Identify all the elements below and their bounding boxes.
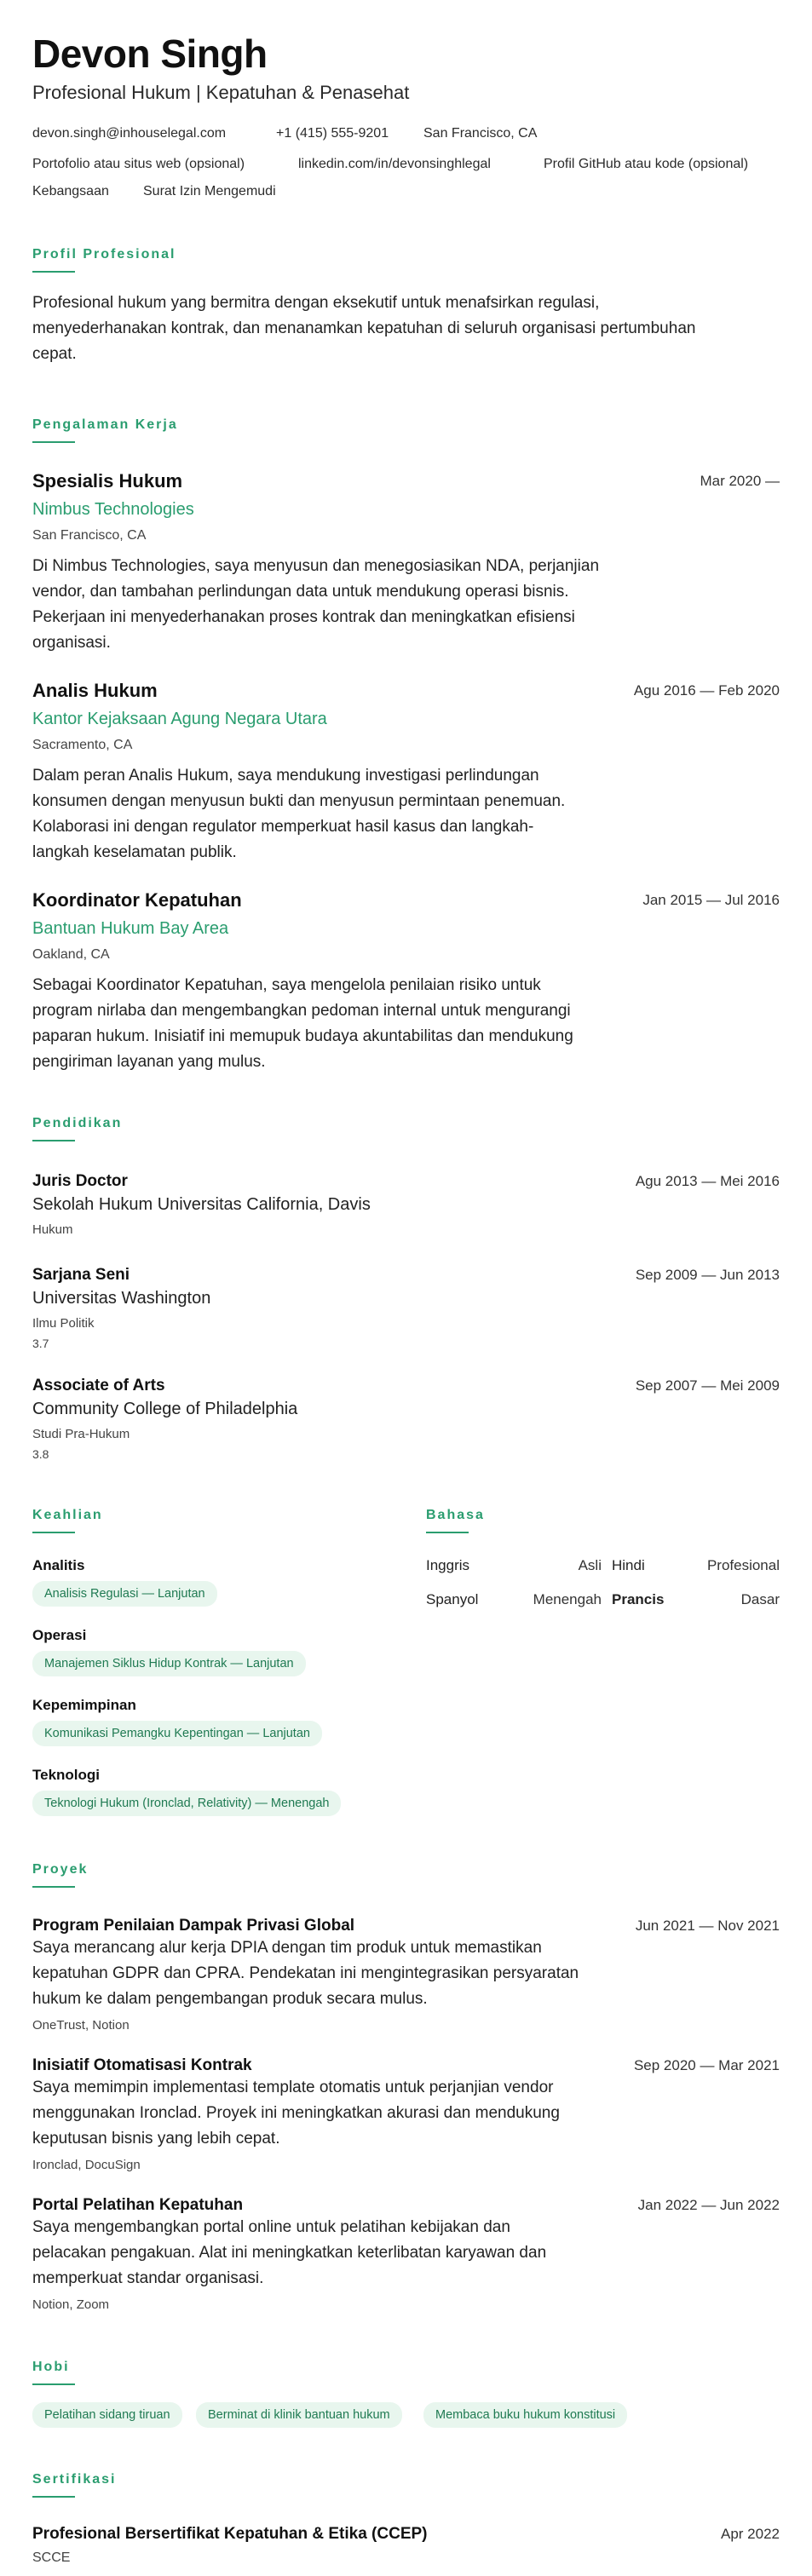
job-date: Agu 2016 — Feb 2020: [633, 682, 780, 699]
education-degree: Juris Doctor: [32, 1172, 128, 1190]
candidate-name: Devon Singh: [32, 32, 268, 76]
contact-linkedin[interactable]: linkedin.com/in/devonsinghlegal: [298, 157, 491, 171]
education-degree: Sarjana Seni: [32, 1266, 130, 1284]
project-description-line: hukum ke dalam pengembangan produk secara mulus.: [32, 1990, 428, 2008]
job-description-line: langkah keselamatan publik.: [32, 843, 237, 861]
job-location: Oakland, CA: [32, 947, 110, 962]
project-description-line: keputusan bisnis yang lebih cepat.: [32, 2130, 280, 2148]
education-date: Agu 2013 — Mei 2016: [635, 1173, 780, 1189]
section-divider: [32, 1140, 75, 1141]
language-name: Prancis: [612, 1591, 665, 1607]
section-title-profile: Profil Profesional: [32, 247, 176, 262]
project-date: Jan 2022 — Jun 2022: [637, 2197, 780, 2213]
job-description-line: Dalam peran Analis Hukum, saya mendukung investigasi perlindungan: [32, 767, 539, 785]
contact-portfolio[interactable]: Portofolio atau situs web (opsional): [32, 157, 245, 171]
job-company: Bantuan Hukum Bay Area: [32, 919, 229, 938]
job-description-line: vendor, dan tambahan perlindungan data untuk mendukung operasi bisnis.: [32, 583, 569, 601]
job-description-line: Di Nimbus Technologies, saya menyusun dan menegosiasikan NDA, perjanjian: [32, 557, 600, 575]
job-description-line: pengiriman layanan yang mulus.: [32, 1053, 266, 1071]
contact-phone[interactable]: +1 (415) 555-9201: [276, 126, 389, 141]
education-field: Hukum: [32, 1222, 73, 1237]
project-description-line: Saya memimpin implementasi template otomatis untuk perjanjian vendor: [32, 2079, 554, 2096]
skill-pill: Teknologi Hukum (Ironclad, Relativity) — Menengah: [32, 1791, 341, 1816]
certification-name: Profesional Bersertifikat Kepatuhan & Etika (CCEP): [32, 2525, 428, 2543]
section-divider: [32, 271, 75, 273]
certification-issuer: SCCE: [32, 2550, 71, 2565]
project-name: Portal Pelatihan Kepatuhan: [32, 2196, 244, 2214]
job-role: Spesialis Hukum: [32, 470, 183, 492]
section-title-languages: Bahasa: [426, 1508, 485, 1522]
language-name: Inggris: [426, 1557, 470, 1573]
education-school: Community College of Philadelphia: [32, 1400, 298, 1418]
hobby-pill: Membaca buku hukum konstitusi: [423, 2402, 627, 2428]
project-tools: Ironclad, DocuSign: [32, 2158, 141, 2172]
job-role: Koordinator Kepatuhan: [32, 889, 242, 911]
language-level: Dasar: [740, 1591, 780, 1607]
project-description-line: Saya mengembangkan portal online untuk pelatihan kebijakan dan: [32, 2218, 510, 2236]
skill-group-name: Kepemimpinan: [32, 1697, 136, 1713]
section-title-experience: Pengalaman Kerja: [32, 417, 178, 432]
project-name: Inisiatif Otomatisasi Kontrak: [32, 2056, 252, 2074]
job-description-line: paparan hukum. Inisiatif ini memupuk budaya akuntabilitas dan mendukung: [32, 1027, 573, 1045]
job-company: Kantor Kejaksaan Agung Negara Utara: [32, 710, 327, 728]
job-location: San Francisco, CA: [32, 528, 147, 543]
project-description-line: menggunakan Ironclad. Proyek ini meningkatkan akurasi dan mendukung: [32, 2104, 560, 2122]
section-title-skills: Keahlian: [32, 1508, 103, 1522]
project-tools: OneTrust, Notion: [32, 2018, 130, 2033]
job-date: Jan 2015 — Jul 2016: [642, 892, 780, 908]
project-description-line: Saya merancang alur kerja DPIA dengan tim produk untuk memastikan: [32, 1939, 542, 1957]
job-location: Sacramento, CA: [32, 738, 133, 752]
section-divider: [426, 1532, 469, 1533]
skill-pill: Analisis Regulasi — Lanjutan: [32, 1581, 217, 1607]
skill-group-name: Operasi: [32, 1627, 87, 1643]
language-level: Menengah: [533, 1591, 602, 1607]
certification-date: Apr 2022: [721, 2526, 780, 2542]
project-description-line: kepatuhan GDPR dan CPRA. Pendekatan ini mengintegrasikan persyaratan: [32, 1964, 579, 1982]
language-level: Profesional: [706, 1557, 780, 1573]
skill-group-name: Analitis: [32, 1557, 85, 1573]
job-date: Mar 2020 —: [700, 473, 780, 489]
language-name: Hindi: [612, 1557, 645, 1573]
section-divider: [32, 2496, 75, 2498]
education-degree: Associate of Arts: [32, 1377, 165, 1394]
project-tools: Notion, Zoom: [32, 2297, 110, 2312]
hobby-pill: Pelatihan sidang tiruan: [32, 2402, 182, 2428]
section-title-certifications: Sertifikasi: [32, 2472, 117, 2487]
contact-email[interactable]: devon.singh@inhouselegal.com: [32, 126, 227, 141]
education-date: Sep 2007 — Mei 2009: [635, 1377, 780, 1394]
job-description-line: organisasi.: [32, 634, 111, 652]
education-gpa: 3.8: [32, 1447, 49, 1461]
section-divider: [32, 1886, 75, 1888]
profile-line: Profesional hukum yang bermitra dengan eksekutif untuk menafsirkan regulasi,: [32, 294, 600, 312]
project-description-line: pelacakan pengakuan. Alat ini meningkatkan keterlibatan karyawan dan: [32, 2244, 547, 2262]
job-company: Nimbus Technologies: [32, 500, 194, 519]
project-date: Jun 2021 — Nov 2021: [635, 1918, 780, 1934]
section-title-projects: Proyek: [32, 1862, 89, 1877]
education-date: Sep 2009 — Jun 2013: [635, 1267, 780, 1283]
job-description-line: konsumen dengan menyusun bukti dan menyusun permintaan penemuan.: [32, 792, 566, 810]
hobby-pill: Berminat di klinik bantuan hukum: [196, 2402, 402, 2428]
education-field: Studi Pra-Hukum: [32, 1427, 130, 1441]
section-divider: [32, 1532, 75, 1533]
education-field: Ilmu Politik: [32, 1316, 95, 1331]
job-description-line: Kolaborasi ini dengan regulator memperkuat hasil kasus dan langkah-: [32, 818, 534, 836]
candidate-title: Profesional Hukum | Kepatuhan & Penasehat: [32, 82, 410, 103]
profile-line: menyederhanakan kontrak, dan menanamkan kepatuhan di seluruh organisasi pertumbuhan: [32, 319, 696, 337]
education-school: Sekolah Hukum Universitas California, Davis: [32, 1195, 371, 1214]
section-title-hobbies: Hobi: [32, 2360, 70, 2374]
job-description-line: program nirlaba dan mengembangkan pedoman internal untuk mengurangi: [32, 1002, 571, 1020]
section-divider: [32, 441, 75, 443]
language-level: Asli: [578, 1557, 602, 1573]
language-name: Spanyol: [426, 1591, 479, 1607]
job-description-line: Sebagai Koordinator Kepatuhan, saya mengelola penilaian risiko untuk: [32, 976, 541, 994]
education-school: Universitas Washington: [32, 1289, 211, 1308]
contact-nationality: Kebangsaan: [32, 184, 109, 198]
project-name: Program Penilaian Dampak Privasi Global: [32, 1917, 355, 1935]
contact-driving-license: Surat Izin Mengemudi: [143, 184, 276, 198]
profile-line: cepat.: [32, 345, 77, 363]
project-description-line: memperkuat standar organisasi.: [32, 2269, 264, 2287]
skill-pill: Komunikasi Pemangku Kepentingan — Lanjutan: [32, 1721, 322, 1746]
skill-pill: Manajemen Siklus Hidup Kontrak — Lanjutan: [32, 1651, 306, 1676]
contact-location: San Francisco, CA: [423, 126, 538, 141]
section-divider: [32, 2383, 75, 2385]
skill-group-name: Teknologi: [32, 1767, 101, 1783]
contact-github[interactable]: Profil GitHub atau kode (opsional): [544, 157, 749, 171]
job-description-line: Pekerjaan ini menyederhanakan proses kontrak dan meningkatkan efisiensi: [32, 608, 575, 626]
education-gpa: 3.7: [32, 1337, 49, 1350]
job-role: Analis Hukum: [32, 680, 158, 701]
project-date: Sep 2020 — Mar 2021: [633, 2057, 780, 2073]
section-title-education: Pendidikan: [32, 1116, 123, 1130]
